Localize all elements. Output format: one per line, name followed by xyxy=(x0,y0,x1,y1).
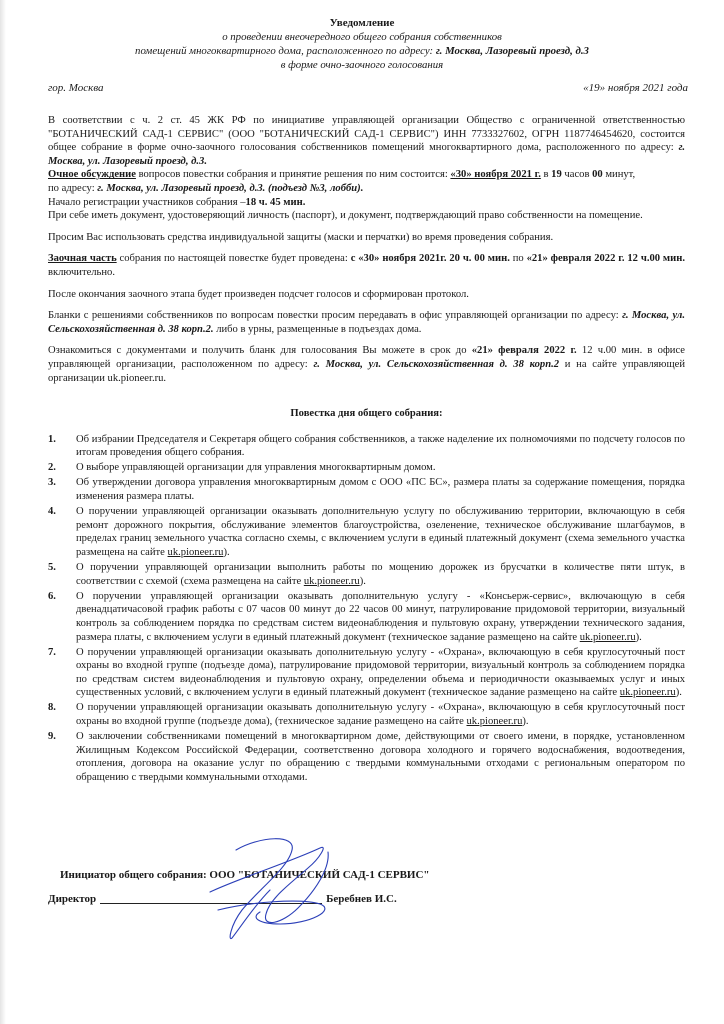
agenda-item xyxy=(48,476,685,503)
agenda-item-text: О поручении управляющей организации выполнить работы по мощению дорожек из брусчатки в количестве пяти штук, в соответствии с схемой (схема размещена на сайте xyxy=(76,562,685,587)
absentee-label: Заочная часть xyxy=(48,253,117,265)
review-text-2: 12 ч.00 мин. в офисе управляющей организации, расположенном по адресу: xyxy=(48,345,686,370)
agenda-item-text: О выборе управляющей организации для управления многоквартирным домом. xyxy=(76,462,436,474)
ppe-note: Просим Вас использовать средства индивидуальной защиты (маски и перчатки) во время проведения собрания. xyxy=(48,231,554,243)
agenda-item-tail: ). xyxy=(359,575,366,587)
review-deadline: «21» февраля 2022 г. xyxy=(471,345,577,357)
agenda-item-number: 5. xyxy=(48,562,56,574)
document-title: Уведомление xyxy=(329,17,395,29)
header-line-1: о проведении внеочередного общего собрания собственников xyxy=(222,31,502,43)
agenda-item-tail: ). xyxy=(675,687,682,699)
agenda-item xyxy=(48,433,685,460)
place: гор. Москва xyxy=(48,82,104,94)
intro-text: В соответствии с ч. 2 ст. 45 ЖК РФ по инициативе управляющей организации Общество с ограниченной ответственностью "БОТАНИЧЕСКИЙ САД-1 СЕРВИС" (ООО "БОТАНИЧЕСКИЙ САД-1 СЕРВИС") ИНН 7733327602, ОГРН 1187746454620, состоится общее собрание в форме очно-заочного голосования собственников помещений многоквартирного дома, расположенного по адресу: xyxy=(48,115,685,154)
review-text: Ознакомиться с документами и получить бланк для голосования Вы можете в срок до xyxy=(48,345,472,357)
in-person-text-4: минут, xyxy=(602,169,636,181)
initiator-line: Инициатор общего собрания: ООО "БОТАНИЧЕСКИЙ САД-1 СЕРВИС" xyxy=(60,869,430,881)
agenda-item-number: 4. xyxy=(48,506,56,518)
header-line-2 xyxy=(0,44,724,58)
count-note: После окончания заочного этапа будет произведен подсчет голосов и сформирован протокол. xyxy=(48,288,469,300)
forms-address: г. Москва, ул. Сельскохозяйственная д. 38 корп.2. xyxy=(48,310,685,335)
agenda-title: Повестка дня общего собрания: xyxy=(290,408,443,420)
director-name: Беребнев И.С. xyxy=(326,892,397,905)
review-address: г. Москва, ул. Сельскохозяйственная д. 38 корп.2 xyxy=(313,358,560,370)
intro-paragraph xyxy=(48,114,685,168)
absentee-text-2: по xyxy=(509,253,527,265)
agenda-item-text: О поручении управляющей организации оказывать дополнительную услугу - «Охрана», включающую в себя круглосуточный пост охраны во входной группе (подъезде дома), патрулирование придомовой территории, визуальный контроль за соблюдением порядка по средствам систем видеонаблюдения и пультовую охрану, определении объема и периодичности оказываемых услуг и иных существенных условий, с включением услуги в единый платежный документ (техническое задание размещено на сайте xyxy=(76,646,685,699)
agenda-item xyxy=(48,590,685,644)
in-person-paragraph xyxy=(48,168,685,195)
forms-paragraph xyxy=(48,309,685,336)
in-person-text-3: часов xyxy=(561,169,593,181)
in-person-address: г. Москва, ул. Лазоревый проезд, д.3. (подъезд №3, лобби). xyxy=(97,182,364,194)
agenda-item xyxy=(48,646,685,700)
agenda-item-text: О поручении управляющей организации оказывать дополнительную услугу - «Консьерж-сервис», включающую в себя двенадцатичасовой график работы с 07 часов 00 минут до 22 часов 00 минут, патрулирование придомовой территории, визуальный контроль за соблюдением порядка по средствам систем видеонаблюдения и пультовую охрану, утверждении технического задания, размера платы, с включением услуги в единый платежный документ (техническое задание размещено на сайте xyxy=(76,590,685,643)
agenda-item-text: О заключении собственниками помещений в многоквартирном доме, действующими от своего имени, в порядке, установленном Жилищным Кодексом Российской Федерации, соответственно договора холодного и горячего водоснабжения, водоотведения, отопления, договора на оказание услуг по обращению с твердыми коммунальными отходами с региональным оператором по обращению с твердыми коммунальными отходами. xyxy=(76,731,685,783)
agenda-item-number: 6. xyxy=(48,590,56,602)
director-role: Директор xyxy=(48,892,97,905)
agenda-item-number: 2. xyxy=(48,462,56,474)
agenda-item-number: 8. xyxy=(48,702,56,714)
agenda-item-number: 9. xyxy=(48,731,56,743)
in-person-minute: 00 xyxy=(592,169,603,181)
website-link[interactable]: uk.pioneer.ru xyxy=(466,716,523,728)
website-link[interactable]: uk.pioneer.ru xyxy=(167,546,224,558)
in-person-hour: 19 xyxy=(551,169,562,181)
absentee-text: собрания по настоящей повестке будет проведена: xyxy=(116,253,351,265)
agenda-item xyxy=(48,701,685,728)
agenda-item xyxy=(48,561,685,588)
agenda-item xyxy=(48,730,685,784)
place-date-line xyxy=(48,82,688,96)
agenda-item-text: О поручении управляющей организации оказывать дополнительную услугу по обслуживанию территории, включающую в себя ремонт дорожного покрытия, обслуживание элементов благоустройства, озеленение, техническое обслуживание шлагбаумов, в пределах границ земельного участка согласно схемы, с включением услуги в единый платежный документ (схема земельного участка размещена на сайте xyxy=(76,506,685,558)
registration-line xyxy=(48,196,685,210)
absentee-paragraph xyxy=(48,252,685,279)
agenda-item-number: 7. xyxy=(48,646,56,658)
agenda-list xyxy=(48,433,685,785)
absentee-text-3: включительно. xyxy=(48,266,116,278)
website-link[interactable]: uk.pioneer.ru xyxy=(303,575,360,587)
in-person-date: «30» ноября 2021 г. xyxy=(450,169,541,181)
agenda-item-tail: ). xyxy=(522,716,529,728)
forms-text: Бланки с решениями собственников по вопросам повестки просим передавать в офис управляющей организации по адресу: xyxy=(48,310,623,322)
website-link[interactable]: uk.pioneer.ru xyxy=(579,631,636,643)
in-person-text-2: в xyxy=(540,169,552,181)
agenda-item-text: Об избрании Председателя и Секретаря общего собрания собственников, а также наделение их полномочиями по подсчету голосов по итогам проведения общего собрания. xyxy=(76,433,685,459)
registration-text: Начало регистрации участников собрания – xyxy=(48,196,246,208)
absentee-to: «21» февраля 2022 г. 12 ч.00 мин. xyxy=(526,253,686,265)
agenda-item-tail: ). xyxy=(635,631,642,643)
intro-address: г. Москва, ул. Лазоревый проезд, д.3. xyxy=(48,142,685,167)
website-link[interactable]: uk.pioneer.ru xyxy=(619,687,676,699)
header-line-3: в форме очно-заочного голосования xyxy=(280,59,444,71)
scan-edge-shadow xyxy=(0,0,6,1024)
header-address: г. Москва, Лазоревый проезд, д.3 xyxy=(435,45,589,57)
in-person-address-prefix: по адресу: xyxy=(48,182,98,194)
review-paragraph xyxy=(48,344,685,385)
review-text-3: и на сайте управляющей организации uk.pioneer.ru. xyxy=(48,358,685,384)
document-header xyxy=(0,16,724,72)
agenda-item xyxy=(48,461,685,475)
agenda-item-number: 3. xyxy=(48,477,56,489)
director-line xyxy=(48,893,608,907)
documents-note: При себе иметь документ, удостоверяющий личность (паспорт), и документ, подтверждающий право собственности на помещение. xyxy=(48,210,643,222)
in-person-text: вопросов повестки собрания и принятие решения по ним состоится: xyxy=(135,169,451,181)
in-person-label: Очное обсуждение xyxy=(48,169,136,181)
signature-line xyxy=(100,902,322,904)
header-line-2-prefix: помещений многоквартирного дома, расположенного по адресу: xyxy=(135,45,436,57)
document-date: «19» ноября 2021 года xyxy=(583,82,688,94)
signature-block xyxy=(48,869,608,906)
agenda-item xyxy=(48,505,685,559)
agenda-item-text: О поручении управляющей организации оказывать дополнительную услугу - «Охрана», включающую в себя круглосуточный пост охраны во входной группе (подъезде дома), (техническое задание размещено на сайте xyxy=(76,702,685,728)
registration-time: 18 ч. 45 мин. xyxy=(245,196,306,208)
absentee-from: с «30» ноября 2021г. 20 ч. 00 мин. xyxy=(350,253,510,265)
agenda-item-tail: ). xyxy=(223,546,230,558)
agenda-item-number: 1. xyxy=(48,433,56,445)
document-body xyxy=(48,114,685,786)
forms-text-2: либо в урны, размещенные в подъездах дома. xyxy=(213,323,422,335)
agenda-item-text: Об утверждении договора управления многоквартирным домом с ООО «ПС БС», размера платы за содержание помещения, порядка изменения размера платы. xyxy=(76,477,685,503)
